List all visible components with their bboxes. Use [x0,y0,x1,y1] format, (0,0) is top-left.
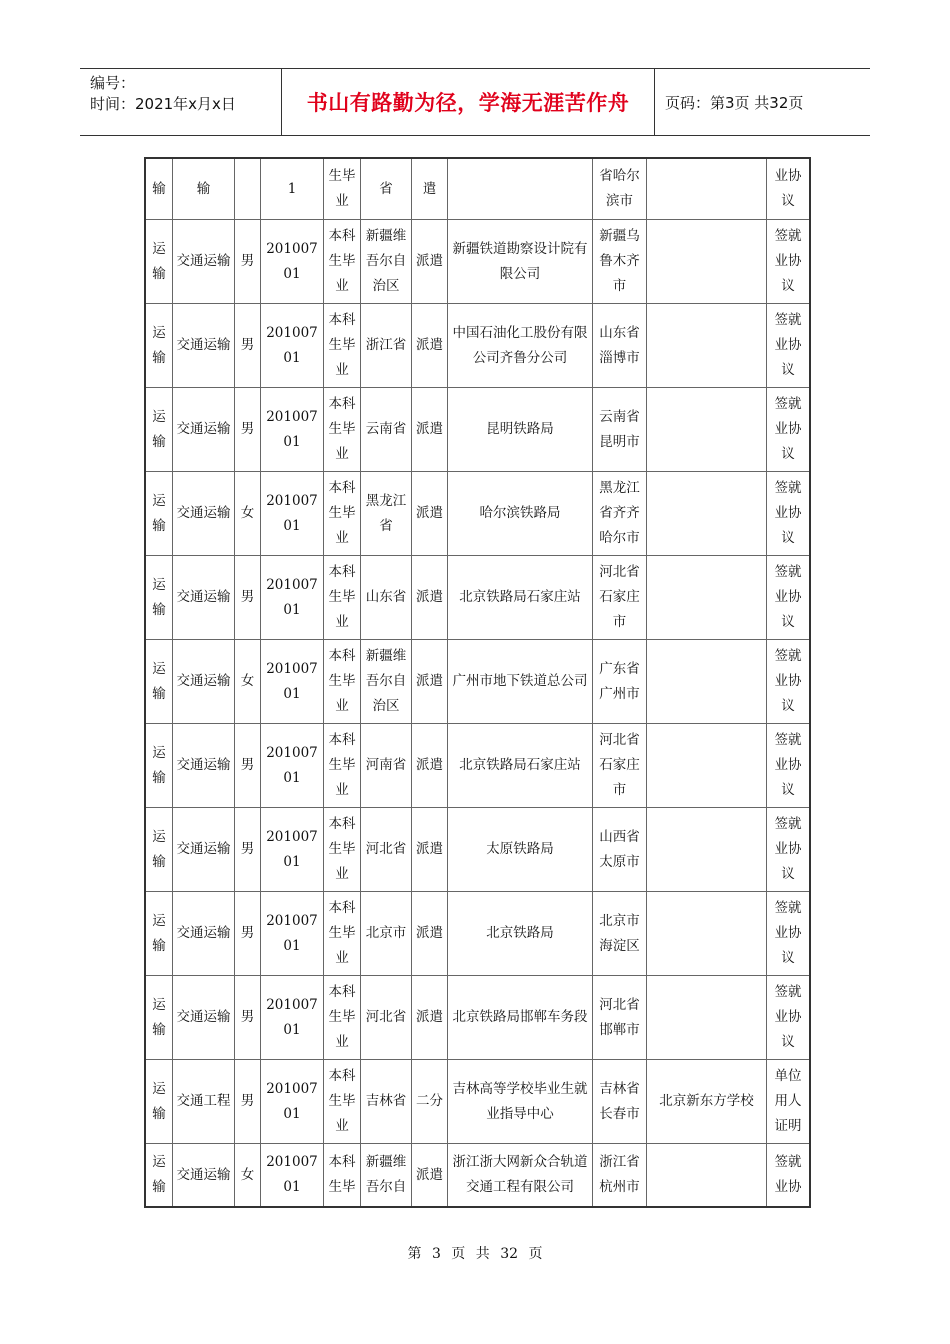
cell-agreement-type: 签就业协 [774,1154,802,1195]
cell-origin: 新疆维吾尔自治区 [361,220,412,304]
table-row [146,304,809,388]
cell-remark [647,220,767,304]
table-row [146,808,809,892]
cell-remark [647,159,767,220]
header-meta [80,69,282,135]
graduate-table [144,157,811,1208]
cell-major: 交通运输 [173,304,235,388]
cell-grad-date: 20100701 [261,976,324,1060]
cell-employer-location: 北京市海淀区 [593,892,647,976]
cell-grad-date: 20100701 [261,1144,324,1206]
cell-employer: 北京铁路局石家庄站 [448,724,593,808]
cell-agreement-type: 签就业协议 [767,220,809,304]
cell-education: 本科生毕业 [324,808,361,892]
cell-remark [647,304,767,388]
cell-employer: 北京铁路局 [448,892,593,976]
page-label: 页码：第3页 共32页 [665,93,804,112]
cell-remark [647,1144,767,1206]
page-header [80,68,870,136]
cell-major: 交通运输 [173,640,235,724]
header-page-info [655,69,870,135]
cell-category: 运输 [146,472,173,556]
table-row [146,1060,809,1144]
cell-major: 交通运输 [173,472,235,556]
cell-category: 运输 [146,808,173,892]
cell-employer-location: 河北省邯郸市 [593,976,647,1060]
table-row [146,640,809,724]
cell-agreement-type: 签就业协议 [767,724,809,808]
cell-agreement-type: 签就业协议 [767,892,809,976]
cell-employer-location: 黑龙江省齐齐哈尔市 [593,472,647,556]
cell-origin: 新疆维吾尔自治区 [361,640,412,724]
cell-major: 输 [173,159,235,220]
cell-grad-date: 20100701 [261,808,324,892]
cell-major: 交通运输 [173,556,235,640]
cell-category: 输 [146,159,173,220]
cell-gender: 男 [235,304,261,388]
cell-category: 运输 [146,724,173,808]
cell-education: 生毕业 [324,159,361,220]
cell-gender: 男 [235,808,261,892]
cell-education: 本科生毕 [324,1144,361,1206]
cell-gender: 男 [235,388,261,472]
number-label: 编号： [90,74,136,92]
cell-employer: 新疆铁道勘察设计院有限公司 [448,220,593,304]
cell-grad-date: 1 [261,159,324,220]
cell-education: 本科生毕业 [324,472,361,556]
cell-agreement-type: 单位用人证明 [767,1060,809,1144]
table-row [146,976,809,1060]
cell-gender: 女 [235,640,261,724]
cell-education: 本科生毕业 [324,892,361,976]
cell-employer-location: 新疆乌鲁木齐市 [593,220,647,304]
cell-major: 交通运输 [173,724,235,808]
cell-origin: 云南省 [361,388,412,472]
cell-origin: 吉林省 [361,1060,412,1144]
table-row [146,724,809,808]
cell-grad-date: 20100701 [261,640,324,724]
cell-origin: 省 [361,159,412,220]
cell-agreement-type: 签就业协议 [767,976,809,1060]
table-row [146,220,809,304]
cell-employer: 哈尔滨铁路局 [448,472,593,556]
cell-dispatch-type: 二分 [412,1060,448,1144]
cell-employer-location: 吉林省长春市 [593,1060,647,1144]
cell-category: 运输 [146,220,173,304]
cell-grad-date: 20100701 [261,556,324,640]
cell-grad-date: 20100701 [261,304,324,388]
cell-gender [235,159,261,220]
cell-origin: 河北省 [361,976,412,1060]
cell-dispatch-type: 派遣 [412,724,448,808]
cell-agreement-type: 签就业协议 [767,556,809,640]
cell-dispatch-type: 派遣 [412,472,448,556]
cell-employer-location: 河北省石家庄市 [593,556,647,640]
cell-employer: 广州市地下铁道总公司 [448,640,593,724]
table-row [146,159,809,220]
cell-dispatch-type: 派遣 [412,640,448,724]
cell-remark: 北京新东方学校 [647,1060,767,1144]
cell-remark [647,556,767,640]
cell-category: 运输 [146,556,173,640]
cell-dispatch-type: 派遣 [412,976,448,1060]
table-row [146,892,809,976]
cell-agreement-type: 签就业协议 [767,808,809,892]
cell-category: 运输 [146,304,173,388]
table-row [146,1144,809,1206]
cell-origin: 北京市 [361,892,412,976]
table-row [146,472,809,556]
cell-gender: 男 [235,1060,261,1144]
cell-origin: 浙江省 [361,304,412,388]
cell-origin: 河北省 [361,808,412,892]
cell-origin: 黑龙江省 [361,472,412,556]
cell-agreement-type: 签就业协议 [767,640,809,724]
cell-major: 交通运输 [173,892,235,976]
cell-employer-location: 山东省淄博市 [593,304,647,388]
cell-employer [448,159,593,220]
cell-dispatch-type: 遣 [412,159,448,220]
cell-education: 本科生毕业 [324,220,361,304]
cell-remark [647,976,767,1060]
page-footer: 第 3 页 共 32 页 [407,1246,543,1262]
cell-grad-date: 20100701 [261,724,324,808]
cell-grad-date: 20100701 [261,388,324,472]
cell-education: 本科生毕业 [324,556,361,640]
cell-education: 本科生毕业 [324,976,361,1060]
table-body [146,159,809,1206]
cell-dispatch-type: 派遣 [412,388,448,472]
cell-grad-date: 20100701 [261,472,324,556]
date-label: 时间：2021年x月x日 [90,95,236,113]
cell-dispatch-type: 派遣 [412,556,448,640]
cell-major: 交通运输 [173,1144,235,1206]
cell-education: 本科生毕业 [324,724,361,808]
cell-employer: 太原铁路局 [448,808,593,892]
cell-employer: 中国石油化工股份有限公司齐鲁分公司 [448,304,593,388]
cell-employer-location: 云南省昆明市 [593,388,647,472]
cell-remark [647,388,767,472]
cell-employer-location: 浙江省杭州市 [593,1144,647,1206]
cell-education: 本科生毕业 [324,388,361,472]
cell-category: 运输 [146,640,173,724]
cell-category: 运输 [146,1060,173,1144]
cell-origin: 山东省 [361,556,412,640]
cell-major: 交通运输 [173,808,235,892]
cell-major: 交通运输 [173,220,235,304]
cell-grad-date: 20100701 [261,220,324,304]
cell-remark [647,640,767,724]
cell-category: 运输 [146,1144,173,1206]
cell-dispatch-type: 派遣 [412,808,448,892]
cell-employer: 昆明铁路局 [448,388,593,472]
cell-dispatch-type: 派遣 [412,304,448,388]
cell-agreement-type: 签就业协议 [767,472,809,556]
cell-gender: 男 [235,892,261,976]
table-row [146,388,809,472]
header-motto: 书山有路勤为径，学海无涯苦作舟 [282,69,655,135]
cell-education: 本科生毕业 [324,640,361,724]
cell-employer-location: 河北省石家庄市 [593,724,647,808]
cell-gender: 男 [235,976,261,1060]
cell-category: 运输 [146,892,173,976]
cell-agreement-type: 业协议 [767,159,809,220]
cell-major: 交通运输 [173,976,235,1060]
cell-employer: 吉林高等学校毕业生就业指导中心 [448,1060,593,1144]
cell-major: 交通运输 [173,388,235,472]
cell-agreement-type: 签就业协议 [767,304,809,388]
cell-gender: 男 [235,220,261,304]
cell-grad-date: 20100701 [261,1060,324,1144]
cell-dispatch-type: 派遣 [412,892,448,976]
cell-remark [647,892,767,976]
cell-remark [647,724,767,808]
cell-remark [647,808,767,892]
cell-origin: 新疆维吾尔自 [361,1144,412,1206]
cell-agreement-type: 签就业协议 [767,388,809,472]
cell-employer: 浙江浙大网新众合轨道交通工程有限公司 [448,1144,593,1206]
cell-gender: 男 [235,556,261,640]
cell-employer: 北京铁路局石家庄站 [448,556,593,640]
cell-category: 运输 [146,388,173,472]
cell-dispatch-type: 派遣 [412,1144,448,1206]
cell-gender: 男 [235,724,261,808]
cell-employer-location: 山西省太原市 [593,808,647,892]
cell-employer: 北京铁路局邯郸车务段 [448,976,593,1060]
cell-grad-date: 20100701 [261,892,324,976]
cell-origin: 河南省 [361,724,412,808]
cell-employer-location: 省哈尔滨市 [593,159,647,220]
cell-education: 本科生毕业 [324,1060,361,1144]
cell-remark [647,472,767,556]
cell-category: 运输 [146,976,173,1060]
cell-major: 交通工程 [173,1060,235,1144]
cell-education: 本科生毕业 [324,304,361,388]
cell-gender: 女 [235,1144,261,1206]
cell-dispatch-type: 派遣 [412,220,448,304]
cell-employer-location: 广东省广州市 [593,640,647,724]
cell-gender: 女 [235,472,261,556]
table-row [146,556,809,640]
